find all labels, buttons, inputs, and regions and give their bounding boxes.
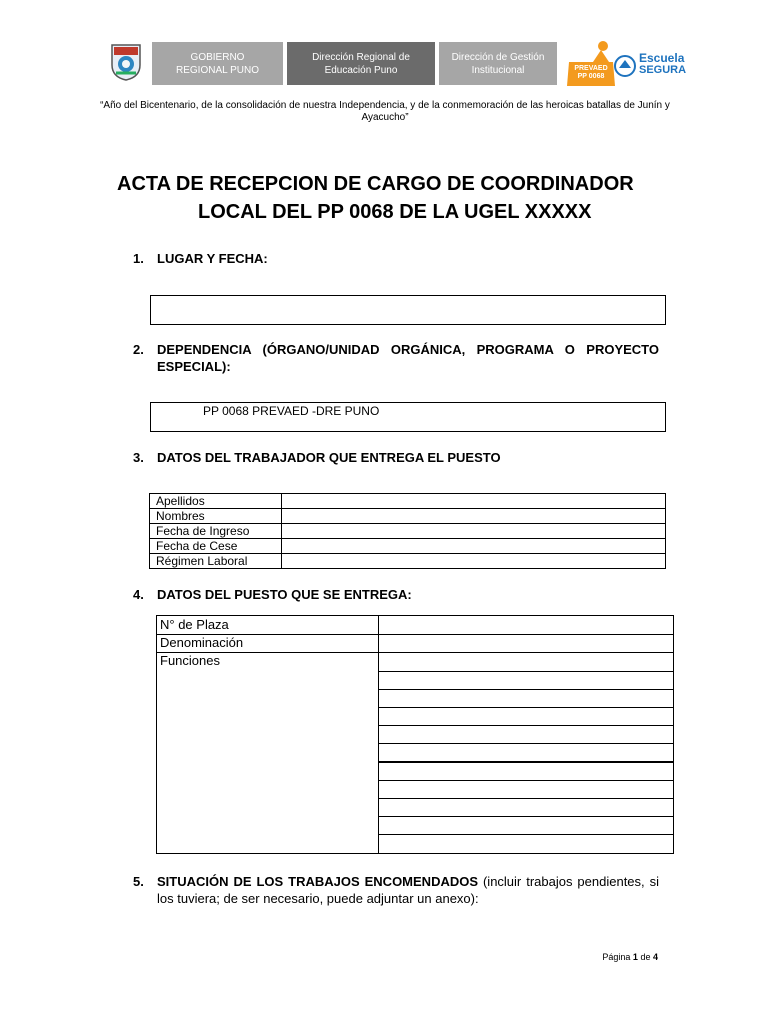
puesto-table [156,615,674,854]
trabajador-apellidos-field[interactable] [282,494,666,509]
footer-pagina: Página [602,952,631,962]
trabajador-ingreso-field[interactable] [282,524,666,539]
escuela-logo-text-2: SEGURA [639,64,687,76]
header-box-gobierno [152,42,283,85]
header-box-direccion-regional-label: Dirección Regional de Educación Puno [312,51,410,76]
table-row [150,539,666,554]
table-row [150,554,666,569]
dependencia-value: PP 0068 PREVAED -DRE PUNO [203,404,380,418]
section-2-number: 2. [133,342,144,357]
section-5-text [157,873,659,907]
table-row [150,509,666,524]
dependencia-field[interactable] [150,402,666,432]
table-row [150,494,666,509]
section-3-label: DATOS DEL TRABAJADOR QUE ENTREGA EL PUESTO [157,450,501,465]
section-5-label-bold: SITUACIÓN DE LOS TRABAJOS ENCOMENDADOS [157,874,479,889]
header-box-gestion [439,42,557,85]
trabajador-regimen-label: Régimen Laboral [150,554,282,569]
section-3-heading [133,449,653,466]
trabajador-cese-field[interactable] [282,539,666,554]
section-5-label-rest: (incluir trabajos pendientes, si los tuviera; de ser necesario, puede adjuntar un anexo): [157,874,659,906]
section-2-label: DEPENDENCIA (ÓRGANO/UNIDAD ORGÁNICA, PROGRAMA O PROYECTO ESPECIAL): [157,342,659,374]
footer-current-page: 1 [632,952,638,962]
escuela-logo-text-1: Escuela [639,51,685,65]
section-1-number: 1. [133,251,144,266]
trabajador-ingreso-label: Fecha de Ingreso [150,524,282,539]
plaza-field[interactable] [379,616,673,634]
trabajador-regimen-field[interactable] [282,554,666,569]
header-box-gobierno-label: GOBIERNO REGIONAL PUNO [176,51,259,76]
section-3-number: 3. [133,450,144,465]
section-2-heading [133,341,659,375]
trabajador-cese-label: Fecha de Cese [150,539,282,554]
section-5-heading [133,873,659,907]
page-number [602,952,658,962]
plaza-label: N° de Plaza [160,617,229,632]
footer-de: de [640,952,651,962]
denominacion-field[interactable] [379,635,673,652]
prevaed-logo-text: PREVAED PP 0068 [574,65,608,80]
header-box-direccion-regional [287,42,435,85]
section-4-heading [133,586,653,603]
title-line-2: LOCAL DEL PP 0068 DE LA UGEL XXXXX [198,201,592,223]
section-5-number: 5. [133,874,144,889]
trabajador-apellidos-label: Apellidos [150,494,282,509]
prevaed-escuela-segura-logo [563,38,691,88]
table-row [150,524,666,539]
footer-total-pages: 4 [652,952,658,962]
title-line-1: ACTA DE RECEPCION DE CARGO DE COORDINADOR [117,173,634,195]
section-4-label: DATOS DEL PUESTO QUE SE ENTREGA: [157,587,412,602]
regional-seal-icon [108,43,144,81]
lugar-fecha-field[interactable] [150,295,666,325]
denominacion-label: Denominación [160,635,244,650]
trabajador-table [149,493,666,569]
trabajador-nombres-field[interactable] [282,509,666,524]
funciones-label: Funciones [160,653,220,668]
section-4-number: 4. [133,587,144,602]
section-1-label: LUGAR Y FECHA: [157,251,268,266]
header-box-gestion-label: Dirección de Gestión Institucional [451,51,545,76]
funciones-field[interactable] [379,653,673,853]
section-1-heading [133,250,653,267]
trabajador-nombres-label: Nombres [150,509,282,524]
year-motto: “Año del Bicentenario, de la consolidación de nuestra Independencia, y de la conmemoración de las heroicas batallas de Junín y Ayacucho” [100,100,670,123]
